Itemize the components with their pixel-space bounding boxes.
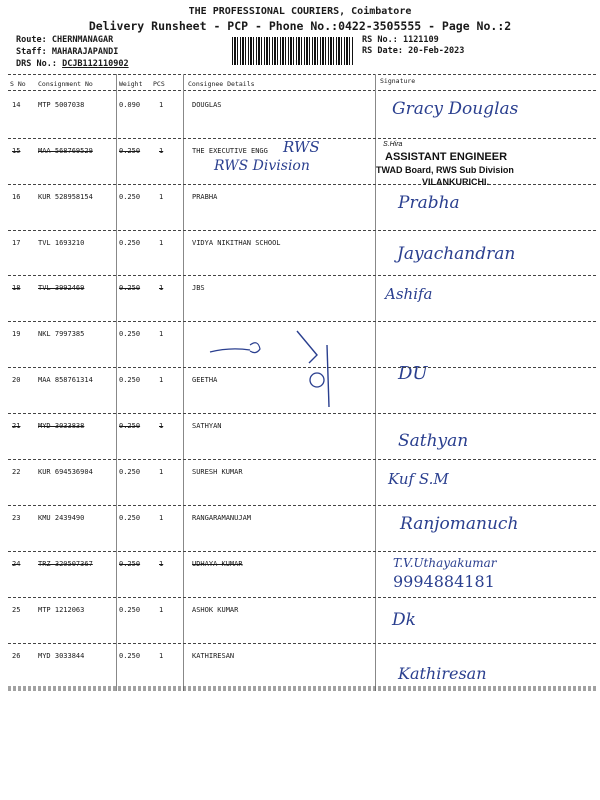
- cell-weight: 0.250: [119, 422, 141, 430]
- col-header-consignee: Consignee Details: [188, 80, 255, 88]
- col-header-signature: Signature: [380, 77, 416, 85]
- cell-consignment: MTP 1212063: [38, 606, 85, 614]
- stamp-signature: S.Hira: [383, 141, 403, 148]
- cell-signature: Jayachandran: [397, 244, 516, 264]
- cell-pcs: 1: [159, 284, 164, 292]
- route-value: CHERNMANAGAR: [51, 35, 114, 45]
- cell-sno: 14: [12, 101, 21, 109]
- cell-weight: 0.250: [119, 468, 141, 476]
- cell-consignee: JBS: [192, 284, 205, 292]
- cell-consignment: TVL 3992469: [38, 284, 85, 292]
- rs-no-value: 1121109: [402, 35, 439, 45]
- cell-weight: 0.250: [119, 560, 141, 568]
- cell-signature: Gracy Douglas: [392, 99, 519, 119]
- cell-consignee: UDHAYA KUMAR: [192, 560, 243, 568]
- company-name: THE PROFESSIONAL COURIERS, Coimbatore: [188, 6, 412, 17]
- col-header-consignment: Consignment No: [38, 80, 93, 88]
- rs-no-line: [362, 35, 439, 45]
- header-top-divider: [8, 74, 596, 75]
- col-header-weight: Weight: [119, 80, 143, 88]
- cell-pcs: 1: [159, 376, 164, 384]
- row-divider: [8, 184, 596, 185]
- cell-sno: 23: [12, 514, 21, 522]
- cell-signature: Ranjomanuch: [400, 514, 519, 534]
- cell-signature: Sathyan: [398, 431, 469, 451]
- cell-consignment: KMU 2439490: [38, 514, 85, 522]
- cell-sno: 26: [12, 652, 21, 660]
- cell-pcs: 1: [159, 101, 164, 109]
- staff-label: Staff:: [16, 47, 47, 57]
- cell-weight: 0.250: [119, 652, 141, 660]
- cell-consignment: KUR 694536904: [38, 468, 93, 476]
- cell-sno: 16: [12, 193, 21, 201]
- drs-line: [16, 59, 129, 69]
- staff-line: [16, 47, 118, 57]
- scribble-circle: [310, 373, 324, 387]
- stamp-line-3: VILANKURICHI.: [422, 177, 489, 187]
- rs-date-label: RS Date:: [362, 46, 403, 56]
- cell-sno: 24: [12, 560, 21, 568]
- handwritten-rws: RWS: [283, 138, 320, 156]
- cell-sno: 17: [12, 239, 21, 247]
- barcode: [232, 37, 354, 65]
- footer-divider: [8, 686, 596, 691]
- cell-consignee: SURESH KUMAR: [192, 468, 243, 476]
- col-divider: [183, 74, 184, 691]
- row-divider: [8, 643, 596, 644]
- drs-value: DCJB112110902: [62, 59, 129, 69]
- rs-date-value: 20-Feb-2023: [408, 46, 465, 56]
- cell-pcs: 1: [159, 606, 164, 614]
- handwritten-phone: 9994884181: [393, 572, 495, 591]
- rs-date-line: [362, 46, 464, 56]
- cell-pcs: 1: [159, 330, 164, 338]
- cell-signature: Dk: [392, 610, 416, 630]
- scribble-vertical: [327, 345, 329, 407]
- cell-consignment: MTP 5007038: [38, 101, 85, 109]
- cell-weight: 0.250: [119, 514, 141, 522]
- cell-weight: 0.250: [119, 376, 141, 384]
- cell-consignee: DOUGLAS: [192, 101, 222, 109]
- cell-sno: 22: [12, 468, 21, 476]
- drs-label: DRS No.:: [16, 59, 57, 69]
- scribble-loop: [250, 343, 260, 353]
- stamp-line-2: TWAD Board, RWS Sub Division: [376, 165, 514, 175]
- cell-signature: DU: [398, 363, 428, 384]
- cell-consignee: VIDYA NIKITHAN SCHOOL: [192, 239, 281, 247]
- row-divider: [8, 505, 596, 506]
- stamp-line-1: ASSISTANT ENGINEER: [385, 151, 508, 163]
- cell-weight: 0.250: [119, 284, 141, 292]
- handwritten-division: RWS Division: [214, 158, 310, 174]
- cell-sno: 15: [12, 147, 21, 155]
- cell-consignment: KUR 528958154: [38, 193, 93, 201]
- cell-consignment: TRZ 320507367: [38, 560, 93, 568]
- route-line: [16, 35, 113, 45]
- cell-pcs: 1: [159, 468, 164, 476]
- cell-pcs: 1: [159, 422, 164, 430]
- cell-sno: 25: [12, 606, 21, 614]
- row-divider: [8, 275, 596, 276]
- header-bottom-divider: [8, 90, 596, 91]
- cell-pcs: 1: [159, 514, 164, 522]
- row-divider: [8, 459, 596, 460]
- row-divider: [8, 597, 596, 598]
- cell-weight: 0.250: [119, 330, 141, 338]
- cell-sno: 18: [12, 284, 21, 292]
- cell-pcs: 1: [159, 147, 164, 155]
- cell-signature: T.V.Uthayakumar: [393, 556, 497, 570]
- cell-weight: 0.250: [119, 606, 141, 614]
- cell-signature: Prabha: [398, 193, 460, 213]
- cell-signature: Kathiresan: [398, 664, 487, 683]
- scribble-hook: [297, 331, 317, 363]
- cell-signature: Kuf S.M: [388, 470, 449, 488]
- cell-weight: 0.090: [119, 101, 141, 109]
- cell-sno: 20: [12, 376, 21, 384]
- route-label: Route:: [16, 35, 47, 45]
- cell-consignee: KATHIRESAN: [192, 652, 235, 660]
- rs-no-label: RS No.:: [362, 35, 398, 45]
- cell-pcs: 1: [159, 560, 164, 568]
- cell-sno: 19: [12, 330, 21, 338]
- row-divider: [8, 321, 596, 322]
- cell-consignee: GEETHA: [192, 376, 218, 384]
- cell-sno: 21: [12, 422, 21, 430]
- cell-consignee: RANGARAMANUJAM: [192, 514, 252, 522]
- col-header-sno: S No: [10, 80, 26, 88]
- cell-consignee: PRABHA: [192, 193, 218, 201]
- cell-pcs: 1: [159, 652, 164, 660]
- cell-consignment: NKL 7997385: [38, 330, 85, 338]
- cell-consignee: ASHOK KUMAR: [192, 606, 239, 614]
- cell-consignment: MAA 858761314: [38, 376, 93, 384]
- cell-signature: Ashifa: [385, 285, 433, 303]
- cell-pcs: 1: [159, 239, 164, 247]
- col-divider: [116, 74, 117, 691]
- cell-weight: 0.250: [119, 239, 141, 247]
- col-header-pcs: PCS: [153, 80, 165, 88]
- cell-consignment: MAA 568769529: [38, 147, 93, 155]
- cell-consignee: THE EXECUTIVE ENGG: [192, 147, 268, 155]
- row-divider: [8, 551, 596, 552]
- cell-pcs: 1: [159, 193, 164, 201]
- cell-weight: 0.250: [119, 193, 141, 201]
- scribble-marks: [205, 325, 355, 420]
- scribble-line: [210, 349, 250, 352]
- cell-consignee: SATHYAN: [192, 422, 222, 430]
- cell-consignment: MYD 3033838: [38, 422, 85, 430]
- staff-value: MAHARAJAPANDI: [51, 47, 119, 57]
- cell-weight: 0.250: [119, 147, 141, 155]
- row-divider: [8, 230, 596, 231]
- runsheet-title: Delivery Runsheet - PCP - Phone No.:0422-3505555 - Page No.:2: [88, 19, 512, 33]
- cell-consignment: TVL 1693210: [38, 239, 85, 247]
- cell-consignment: MYD 3033844: [38, 652, 85, 660]
